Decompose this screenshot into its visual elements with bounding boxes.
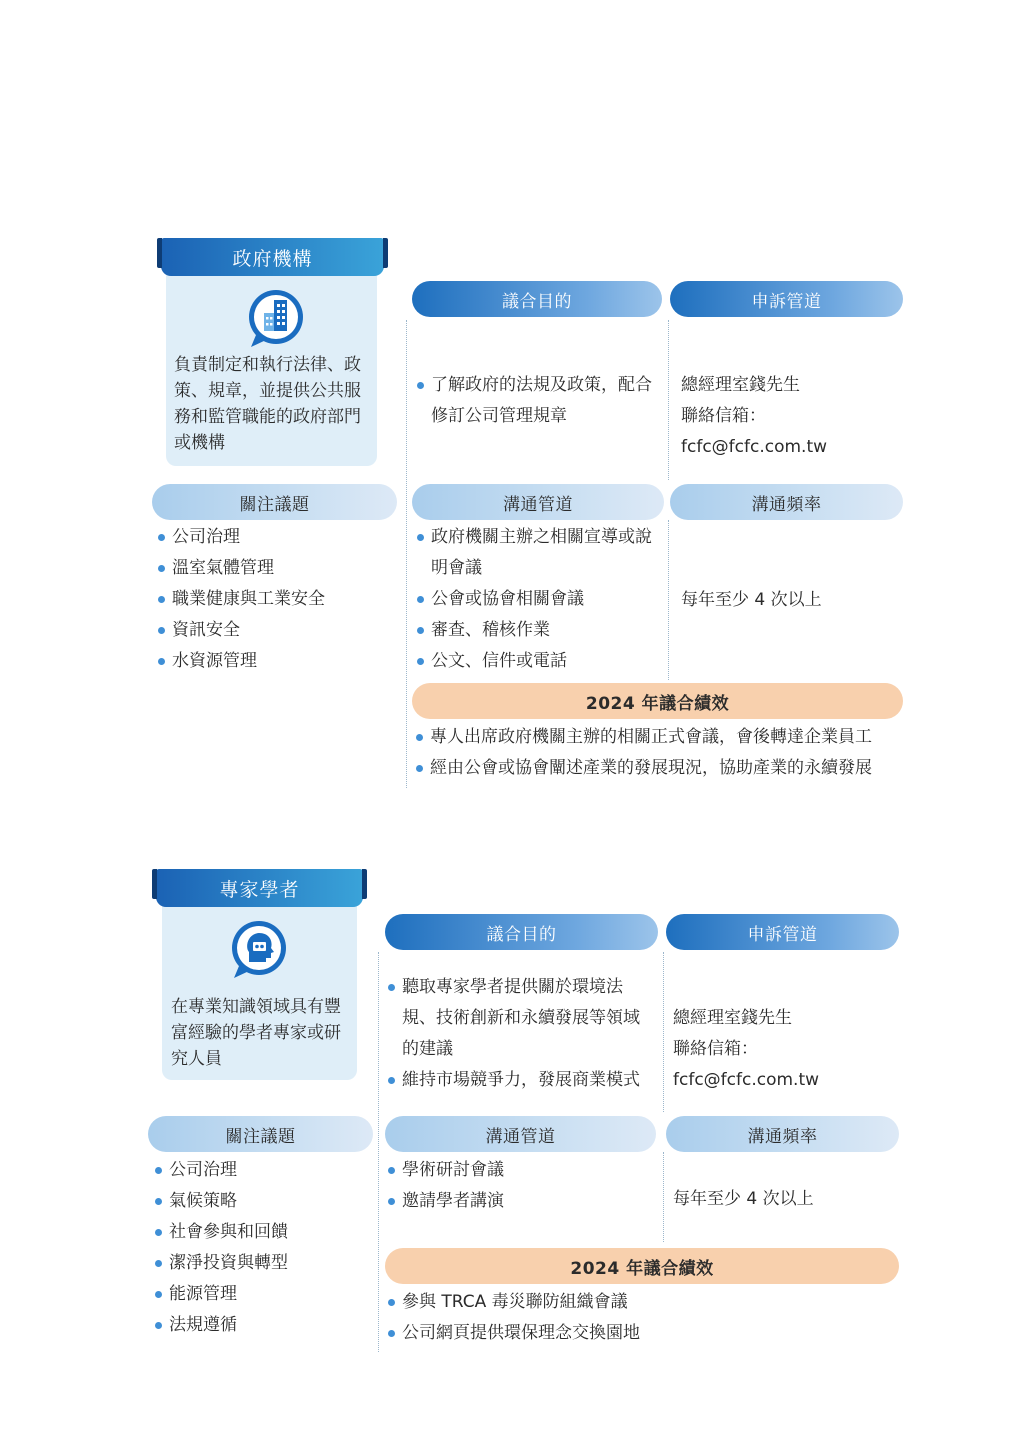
issues-header: 關注議題 xyxy=(152,484,397,520)
contact-line: 總經理室錢先生 xyxy=(681,375,800,395)
channels-header: 溝通管道 xyxy=(412,484,664,520)
divider xyxy=(406,320,407,788)
description-line: 務和監管職能的政府部門 xyxy=(174,407,361,427)
description-line: 或機構 xyxy=(174,433,225,453)
purpose-list xyxy=(388,972,660,1096)
list-item: 法規遵循 xyxy=(155,1310,375,1341)
list-item-text: 政府機關主辦之相關宣導或說 xyxy=(431,527,652,547)
list-item: 公司治理 xyxy=(158,522,398,553)
list-item-text: 聽取專家學者提供關於環境法 xyxy=(402,977,623,997)
list-item: 審查、稽核作業 xyxy=(417,615,667,646)
list-item: 能源管理 xyxy=(155,1279,375,1310)
frequency-text: 每年至少 4 次以上 xyxy=(673,1189,814,1209)
list-item xyxy=(417,522,667,584)
list-item: 水資源管理 xyxy=(158,646,398,677)
list-item: 學術研討會議 xyxy=(388,1155,658,1186)
frequency-text: 每年至少 4 次以上 xyxy=(681,590,822,610)
list-item: 職業健康與工業安全 xyxy=(158,584,398,615)
list-item-text: 的建議 xyxy=(402,1039,453,1059)
divider xyxy=(663,952,664,1112)
list-item: 社會參與和回饋 xyxy=(155,1217,375,1248)
stakeholder-title: 政府機構 xyxy=(161,238,384,276)
list-item: 公司網頁提供環保理念交換園地 xyxy=(388,1318,898,1349)
grievance-header: 申訴管道 xyxy=(670,281,903,317)
description-line: 策、規章，並提供公共服 xyxy=(174,381,361,401)
performance-list xyxy=(416,722,906,784)
frequency-header: 溝通頻率 xyxy=(666,1116,899,1152)
performance-header: 2024 年議合績效 xyxy=(385,1248,899,1284)
purpose-header: 議合目的 xyxy=(385,914,658,950)
list-item: 公會或協會相關會議 xyxy=(417,584,667,615)
grievance-contact xyxy=(681,370,903,463)
description-line: 在專業知識領域具有豐 xyxy=(171,997,341,1017)
channels-header: 溝通管道 xyxy=(385,1116,656,1152)
building-icon xyxy=(244,287,308,351)
divider xyxy=(378,952,379,1352)
list-item: 潔淨投資與轉型 xyxy=(155,1248,375,1279)
issues-list xyxy=(155,1155,375,1341)
list-item-text: 了解政府的法規及政策，配合 xyxy=(431,375,652,395)
issues-header: 關注議題 xyxy=(148,1116,373,1152)
list-item: 公文、信件或電話 xyxy=(417,646,667,677)
list-item: 公司治理 xyxy=(155,1155,375,1186)
contact-line: 聯絡信箱：fcfc@fcfc.com.tw xyxy=(681,406,828,457)
performance-list xyxy=(388,1287,898,1349)
list-item-text: 修訂公司管理規章 xyxy=(431,406,567,426)
channels-list xyxy=(388,1155,658,1217)
list-item xyxy=(417,370,667,432)
list-item xyxy=(388,972,660,1065)
divider xyxy=(668,520,669,680)
list-item-text: 規、技術創新和永續發展等領域 xyxy=(402,1008,640,1028)
list-item: 邀請學者講演 xyxy=(388,1186,658,1217)
contact-line: 聯絡信箱：fcfc@fcfc.com.tw xyxy=(673,1039,820,1090)
channels-list xyxy=(417,522,667,677)
performance-header: 2024 年議合績效 xyxy=(412,683,903,719)
grievance-contact xyxy=(673,1003,899,1096)
description-line: 究人員 xyxy=(171,1049,222,1069)
list-item: 溫室氣體管理 xyxy=(158,553,398,584)
stakeholder-title: 專家學者 xyxy=(156,869,363,907)
list-item: 專人出席政府機關主辦的相關正式會議，會後轉達企業員工 xyxy=(416,722,906,753)
issues-list xyxy=(158,522,398,677)
description-line: 負責制定和執行法律、政 xyxy=(174,355,361,375)
list-item: 經由公會或協會闡述產業的發展現況，協助產業的永續發展 xyxy=(416,753,906,784)
scholar-head-icon xyxy=(227,918,291,982)
list-item: 維持市場競爭力，發展商業模式 xyxy=(388,1065,660,1096)
divider xyxy=(663,1152,664,1242)
list-item-text: 明會議 xyxy=(431,558,482,578)
stakeholder-description xyxy=(171,994,357,1072)
purpose-header: 議合目的 xyxy=(412,281,662,317)
divider xyxy=(668,320,669,480)
frequency-header: 溝通頻率 xyxy=(670,484,903,520)
stakeholder-description xyxy=(174,352,374,456)
list-item: 資訊安全 xyxy=(158,615,398,646)
description-line: 富經驗的學者專家或研 xyxy=(171,1023,341,1043)
purpose-list xyxy=(417,370,667,432)
contact-line: 總經理室錢先生 xyxy=(673,1008,792,1028)
grievance-header: 申訴管道 xyxy=(666,914,899,950)
list-item: 參與 TRCA 毒災聯防組織會議 xyxy=(388,1287,898,1318)
list-item: 氣候策略 xyxy=(155,1186,375,1217)
